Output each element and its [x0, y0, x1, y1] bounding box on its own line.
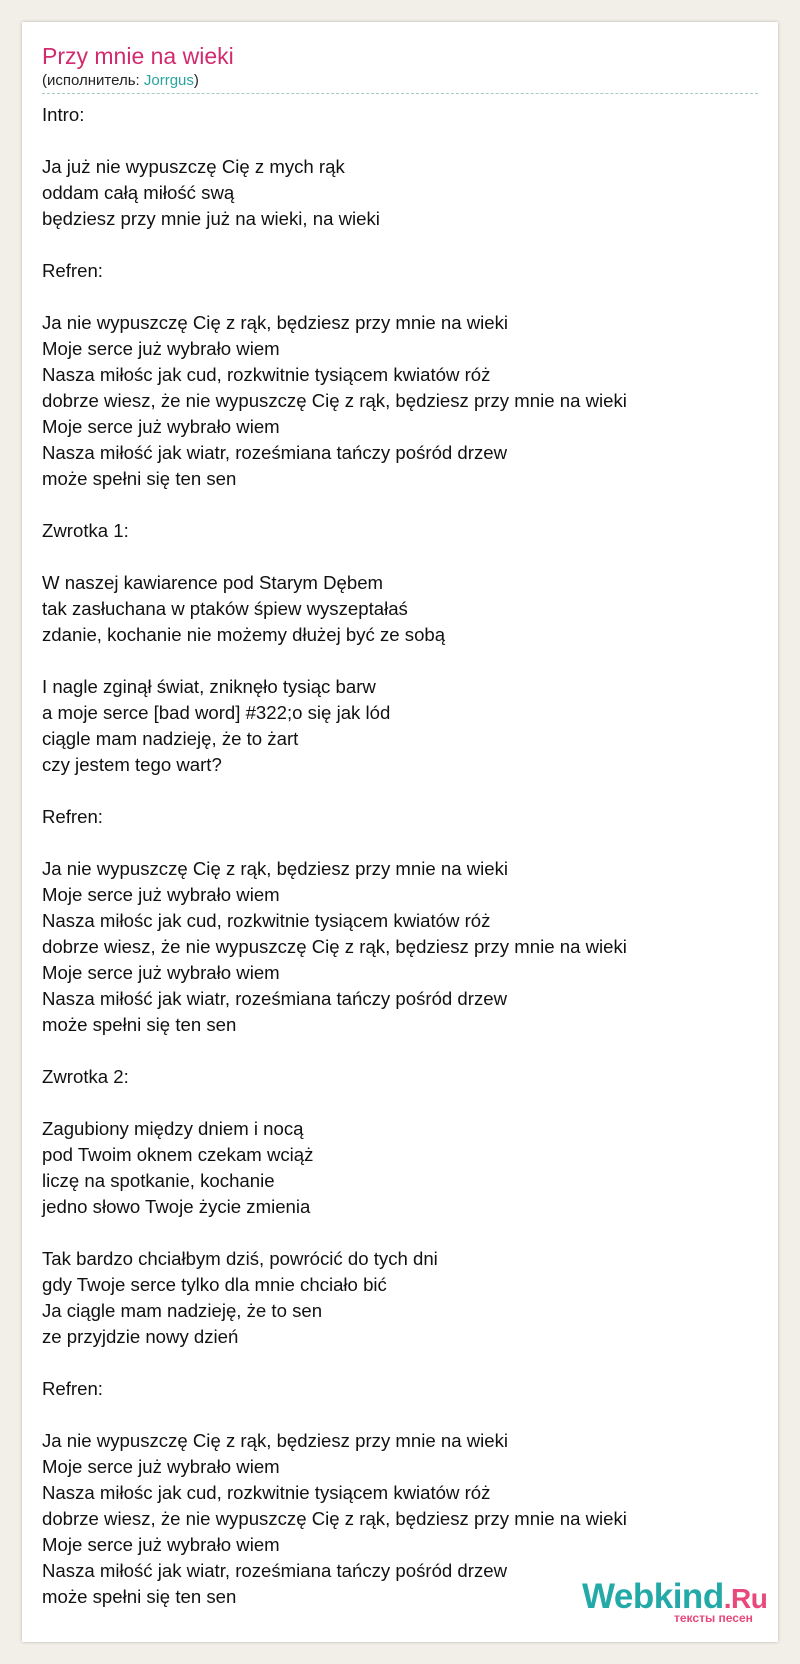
lyrics-line: może spełni się ten sen: [42, 1014, 237, 1035]
logo-suffix: .Ru: [723, 1583, 768, 1614]
lyrics-stanza: [42, 1064, 758, 1090]
lyrics-line: może spełni się ten sen: [42, 1586, 237, 1607]
lyrics-line: Ja nie wypuszczę Cię z rąk, będziesz przy mnie na wieki: [42, 858, 509, 879]
lyrics-line: W naszej kawiarence pod Starym Dębem: [42, 572, 384, 593]
lyrics-line: a moje serce [bad word] #322;o się jak lód: [42, 702, 391, 723]
artist-suffix: ): [193, 72, 199, 89]
lyrics-line: Ja ciągle mam nadzieję, że to sen: [42, 1300, 323, 1321]
lyrics-line: Refren:: [42, 1378, 103, 1399]
lyrics-stanza: [42, 856, 758, 1038]
lyrics-line: Nasza miłość jak wiatr, roześmiana tańczy pośród drzew: [42, 1560, 508, 1581]
logo-subtitle: тексты песен: [674, 1611, 753, 1625]
site-logo[interactable]: [582, 1577, 772, 1627]
lyrics-stanza: [42, 310, 758, 492]
artist-prefix: (исполнитель:: [42, 72, 144, 89]
lyrics-line: Nasza miłośc jak cud, rozkwitnie tysiącem kwiatów róż: [42, 1482, 491, 1503]
lyrics-stanza: [42, 154, 758, 232]
lyrics-line: tak zasłuchana w ptaków śpiew wyszeptałaś: [42, 598, 408, 619]
lyrics-line: liczę na spotkanie, kochanie: [42, 1170, 275, 1191]
lyrics-line: Moje serce już wybrało wiem: [42, 338, 280, 359]
lyrics-line: Moje serce już wybrało wiem: [42, 1534, 280, 1555]
lyrics-stanza: [42, 518, 758, 544]
lyrics-stanza: [42, 804, 758, 830]
lyrics-line: Moje serce już wybrało wiem: [42, 416, 280, 437]
lyrics-line: Ja nie wypuszczę Cię z rąk, będziesz przy mnie na wieki: [42, 312, 509, 333]
lyrics-line: Tak bardzo chciałbym dziś, powrócić do tych dni: [42, 1248, 438, 1269]
lyrics-line: dobrze wiesz, że nie wypuszczę Cię z rąk, będziesz przy mnie na wieki: [42, 1508, 627, 1529]
artist-link[interactable]: Jorrgus: [143, 72, 194, 89]
lyrics-line: będziesz przy mnie już na wieki, na wieki: [42, 208, 380, 229]
lyrics-stanza: [42, 258, 758, 284]
lyrics-line: Nasza miłośc jak cud, rozkwitnie tysiącem kwiatów róż: [42, 910, 491, 931]
lyrics-line: Nasza miłośc jak cud, rozkwitnie tysiącem kwiatów róż: [42, 364, 491, 385]
lyrics-stanza: [42, 570, 758, 648]
lyrics-line: ciągle mam nadzieję, że to żart: [42, 728, 299, 749]
lyrics-card: [22, 22, 778, 1642]
lyrics-stanza: [42, 1116, 758, 1220]
lyrics-line: Nasza miłość jak wiatr, roześmiana tańczy pośród drzew: [42, 988, 508, 1009]
lyrics-line: może spełni się ten sen: [42, 468, 237, 489]
lyrics-line: Refren:: [42, 260, 103, 281]
logo-main-text: Webkind: [582, 1577, 724, 1616]
lyrics-line: oddam całą miłość swą: [42, 182, 235, 203]
lyrics-line: Ja nie wypuszczę Cię z rąk, będziesz przy mnie na wieki: [42, 1430, 509, 1451]
dashed-divider: [42, 93, 758, 94]
lyrics-line: Refren:: [42, 806, 103, 827]
lyrics-line: I nagle zginął świat, zniknęło tysiąc barw: [42, 676, 376, 697]
artist-line: [42, 72, 199, 90]
lyrics-line: Moje serce już wybrało wiem: [42, 962, 280, 983]
lyrics-line: Intro:: [42, 104, 85, 125]
lyrics-line: Nasza miłość jak wiatr, roześmiana tańczy pośród drzew: [42, 442, 508, 463]
lyrics-line: Zwrotka 1:: [42, 520, 129, 541]
lyrics-line: dobrze wiesz, że nie wypuszczę Cię z rąk, będziesz przy mnie na wieki: [42, 936, 627, 957]
lyrics-stanza: [42, 1376, 758, 1402]
song-title: Przy mnie na wieki: [42, 43, 234, 69]
lyrics-line: czy jestem tego wart?: [42, 754, 222, 775]
lyrics-line: Zwrotka 2:: [42, 1066, 129, 1087]
lyrics-stanza: [42, 1246, 758, 1350]
lyrics-line: dobrze wiesz, że nie wypuszczę Cię z rąk, będziesz przy mnie na wieki: [42, 390, 627, 411]
lyrics-stanza: [42, 102, 758, 128]
lyrics-line: jedno słowo Twoje życie zmienia: [42, 1196, 311, 1217]
lyrics-line: ze przyjdzie nowy dzień: [42, 1326, 239, 1347]
lyrics-line: Moje serce już wybrało wiem: [42, 884, 280, 905]
lyrics-line: gdy Twoje serce tylko dla mnie chciało bić: [42, 1274, 387, 1295]
lyrics-stanza: [42, 674, 758, 778]
lyrics-line: Moje serce już wybrało wiem: [42, 1456, 280, 1477]
lyrics-line: zdanie, kochanie nie możemy dłużej być ze sobą: [42, 624, 446, 645]
lyrics-line: Zagubiony między dniem i nocą: [42, 1118, 304, 1139]
lyrics-body: [42, 102, 758, 1636]
lyrics-line: Ja już nie wypuszczę Cię z mych rąk: [42, 156, 345, 177]
lyrics-line: pod Twoim oknem czekam wciąż: [42, 1144, 314, 1165]
